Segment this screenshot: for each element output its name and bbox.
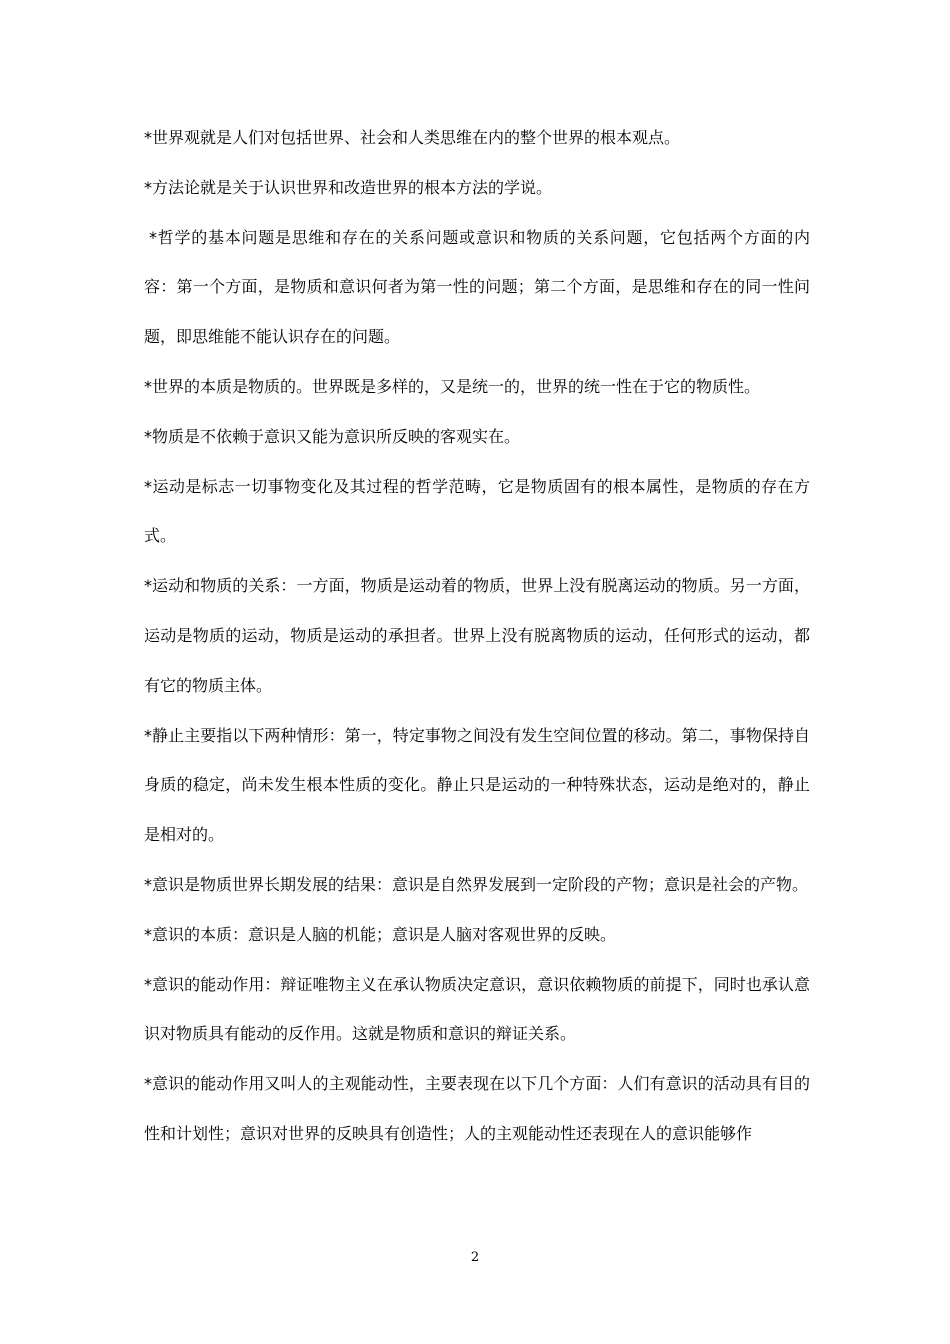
document-body bbox=[144, 113, 810, 1159]
paragraph-basic-question: *哲学的基本问题是思维和存在的关系问题或意识和物质的关系问题，它包括两个方面的内容：第一个方面，是物质和意识何者为第一性的问题；第二个方面，是思维和存在的同一性问题，即思维能不能认识存在的问题。 bbox=[144, 227, 810, 347]
paragraph-motion-matter-relation: *运动和物质的关系：一方面，物质是运动着的物质，世界上没有脱离运动的物质。另一方面，运动是物质的运动，物质是运动的承担者。世界上没有脱离物质的运动，任何形式的运动，都有它的物质主体。 bbox=[144, 576, 810, 695]
paragraph-consciousness-origin: *意识是物质世界长期发展的结果：意识是自然界发展到一定阶段的产物；意识是社会的产物。 bbox=[144, 874, 809, 894]
paragraph-methodology: *方法论就是关于认识世界和改造世界的根本方法的学说。 bbox=[144, 177, 553, 197]
page-number: 2 bbox=[470, 1250, 480, 1265]
paragraph-worldview: *世界观就是人们对包括世界、社会和人类思维在内的整个世界的根本观点。 bbox=[144, 128, 681, 147]
paragraph-consciousness-essence: *意识的本质：意识是人脑的机能；意识是人脑对客观世界的反映。 bbox=[144, 924, 617, 944]
paragraph-consciousness-role: *意识的能动作用：辩证唯物主义在承认物质决定意识，意识依赖物质的前提下，同时也承认意识对物质具有能动的反作用。这就是物质和意识的辩证关系。 bbox=[144, 974, 810, 1044]
paragraph-motion-definition: *运动是标志一切事物变化及其过程的哲学范畴，它是物质固有的根本属性，是物质的存在方式。 bbox=[144, 476, 810, 546]
paragraph-stillness: *静止主要指以下两种情形：第一，特定事物之间没有发生空间位置的移动。第二，事物保持自身质的稳定，尚未发生根本性质的变化。静止只是运动的一种特殊状态，运动是绝对的，静止是相对的。 bbox=[144, 725, 810, 845]
paragraph-matter-definition: *物质是不依赖于意识又能为意识所反映的客观实在。 bbox=[144, 426, 521, 446]
paragraph-world-essence: *世界的本质是物质的。世界既是多样的，又是统一的，世界的统一性在于它的物质性。 bbox=[144, 376, 761, 396]
paragraph-subjective-initiative: *意识的能动作用又叫人的主观能动性，主要表现在以下几个方面：人们有意识的活动具有目的性和计划性；意识对世界的反映具有创造性；人的主观能动性还表现在人的意识能够作 bbox=[144, 1074, 810, 1143]
